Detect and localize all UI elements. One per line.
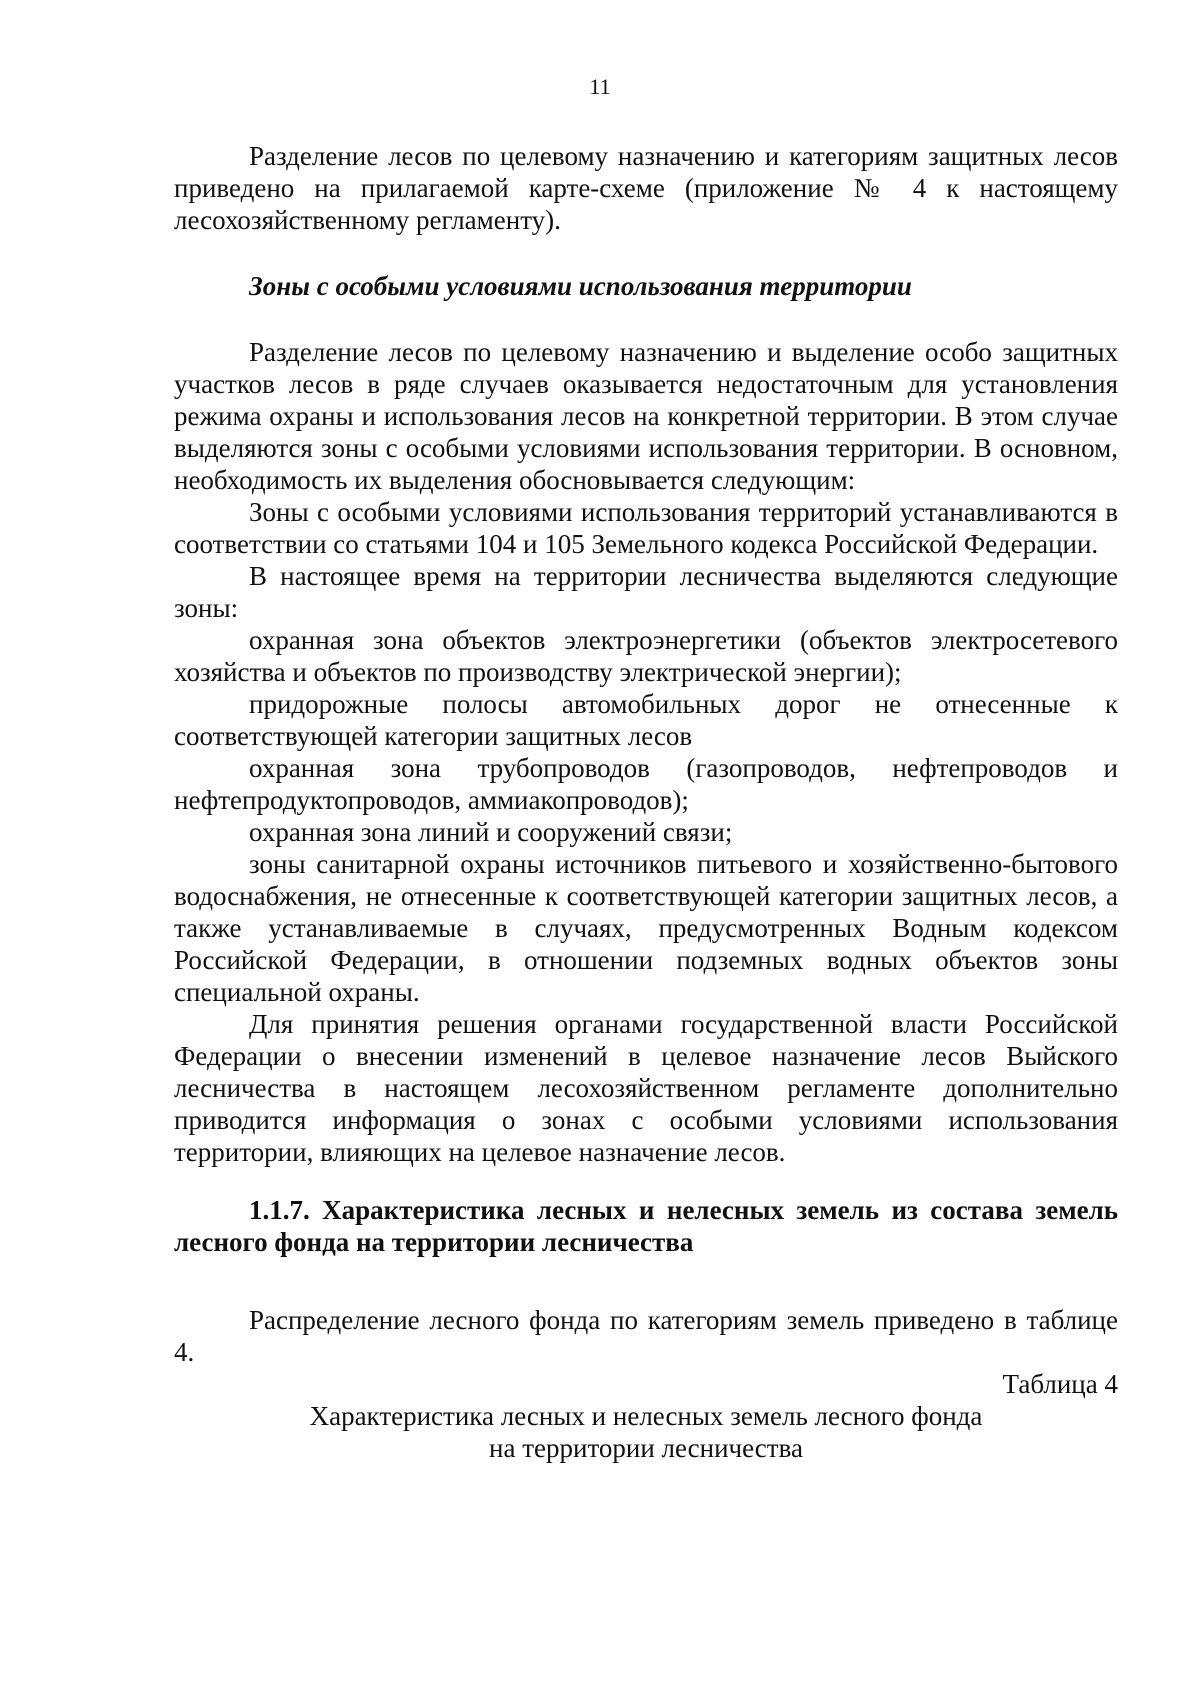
page-number: 11 [589,74,611,99]
list-item-electro-zone: охранная зона объектов электроэнергетики (объектов электросетевого хозяйства и объектов по производству электрической энергии); [174,625,1118,687]
paragraph-land-distribution: Распределение лесного фонда по категориям земель приведено в таблице 4. [174,1305,1118,1367]
list-item-pipeline-zone: охранная зона трубопроводов (газопроводов, нефтепроводов и нефтепродуктопроводов, аммиакопроводов); [174,753,1118,815]
heading-section-1-1-7: 1.1.7. Характеристика лесных и нелесных земель из состава земель лесного фонда на территории лесничества [174,1195,1118,1257]
list-item-roadside-strips: придорожные полосы автомобильных дорог не отнесенные к соответствующей категории защитных лесов [174,689,1118,751]
table-caption-line-2: на территории лесничества [489,1433,803,1463]
table-label: Таблица 4 [1002,1369,1118,1399]
paragraph-forest-division-map: Разделение лесов по целевому назначению и категориям защитных лесов приведено на прилагаемой карте-схеме (приложение № 4 к настоящему лесохозяйственному регламенту). [174,141,1118,235]
paragraph-zones-land-code: Зоны с особыми условиями использования территорий устанавливаются в соответствии со статьями 104 и 105 Земельного кодекса Российской Федерации. [174,497,1118,559]
table-caption-line-1: Характеристика лесных и нелесных земель лесного фонда [309,1401,983,1431]
paragraph-decision-info: Для принятия решения органами государственной власти Российской Федерации о внесении изменений в целевое назначение лесов Выйского лесничества в настоящем лесохозяйственном регламенте дополнительно приводится информация о зонах с особыми условиями использования территории, влияющих на целевое назначение лесов. [174,1009,1118,1167]
paragraph-zones-current: В настоящее время на территории лесничества выделяются следующие зоны: [174,561,1118,623]
list-item-sanitary-zone: зоны санитарной охраны источников питьевого и хозяйственно-бытового водоснабжения, не отнесенные к соответствующей категории защитных лесов, а также устанавливаемые в случаях, предусмотренных Водным кодексом Российской Федерации, в отношении подземных водных объектов зоны специальной охраны. [174,849,1118,1007]
list-item-communication-zone: охранная зона линий и сооружений связи; [249,817,733,847]
page-content [174,140,1118,1464]
heading-special-zones: Зоны с особыми условиями использования территории [249,271,912,301]
paragraph-zones-intro: Разделение лесов по целевому назначению и выделение особо защитных участков лесов в ряде случаев оказывается недостаточным для установления режима охраны и использования лесов на конкретной территории. В этом случае выделяются зоны с особыми условиями использования территории. В основном, необходимость их выделения обосновывается следующим: [174,337,1118,495]
